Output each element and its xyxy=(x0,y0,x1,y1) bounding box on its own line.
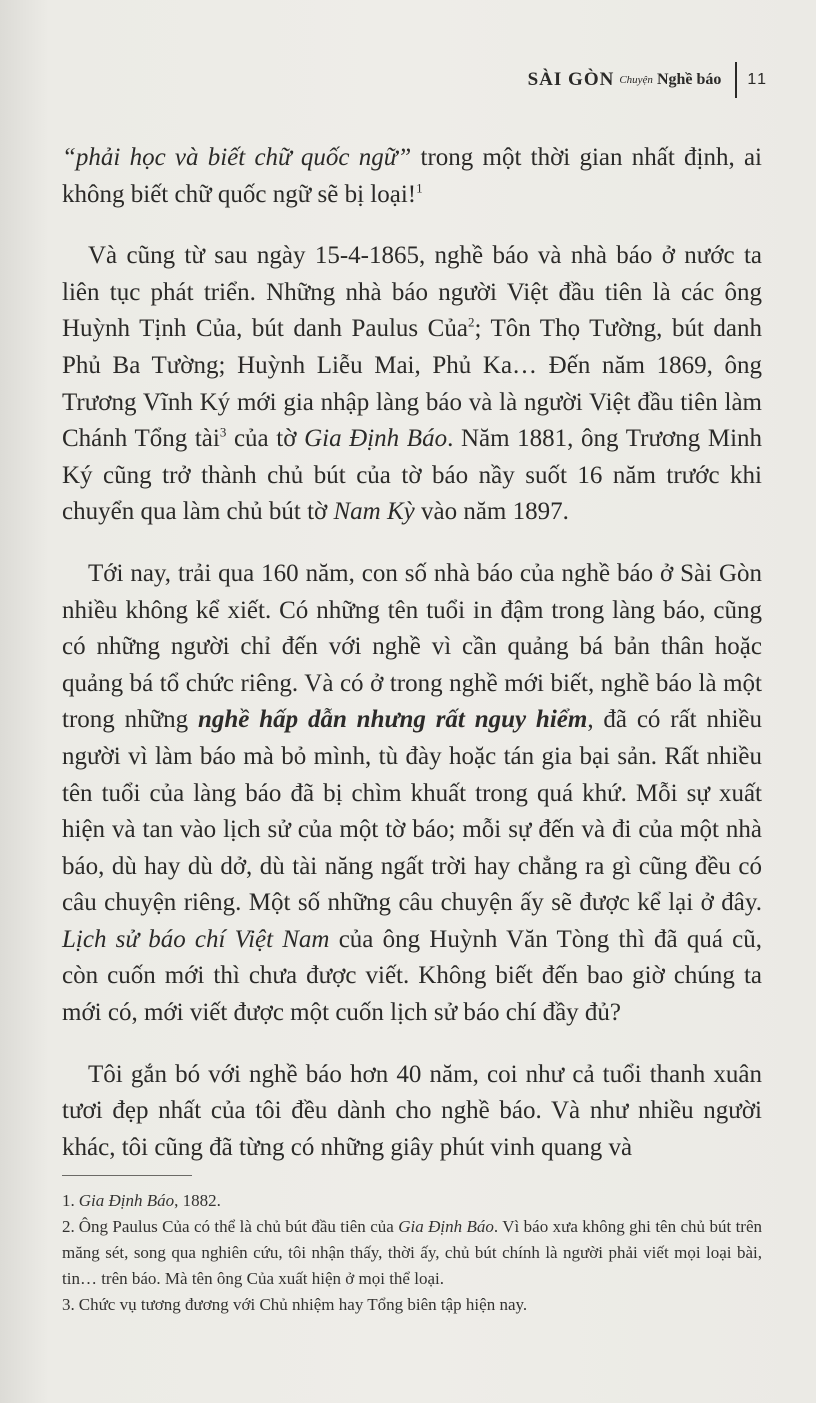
footnote-2 xyxy=(62,1214,762,1292)
running-head-divider xyxy=(735,62,737,98)
paragraph-4 xyxy=(62,1057,762,1167)
paragraph-3-emphasis: nghề hấp dẫn nhưng rất nguy hiểm xyxy=(197,706,588,734)
paragraph-3-text-c: của ông Huỳnh Văn Tòng thì đã quá cũ, còn cuốn mới thì chưa được viết. Không biết đến bao giờ chúng ta mới có, mới viết được một cuốn lịch sử báo chí đầy đủ? xyxy=(62,925,763,1027)
footnote-divider xyxy=(62,1175,192,1176)
footnote-ref-3: 3 xyxy=(219,424,227,440)
footnote-1 xyxy=(62,1188,762,1214)
footnote-1-text: , 1882. xyxy=(174,1191,221,1210)
paragraph-3-text-a: Tới nay, trải qua 160 năm, con số nhà báo của nghề báo ở Sài Gòn nhiều không kể xiết. Có những tên tuổi in đậm trong làng báo, cũng có những người chỉ đến với nghề vì cần quảng bá bản thân hoặc quảng bá tổ chức riêng. Và có ở trong nghề mới biết, nghề báo là một trong những xyxy=(62,559,762,734)
paragraph-2-text-b: ; Tôn Thọ Tường, bút danh Phủ Ba Tường; Huỳnh Liễu Mai, Phủ Ka… Đến năm 1869, ông Trương Vĩnh Ký mới gia nhập làng báo và là người Việt đầu tiên làm Chánh Tổng tài xyxy=(62,315,763,453)
paragraph-2-text-a: Và cũng từ sau ngày 15-4-1865, nghề báo và nhà báo ở nước ta liên tục phát triển. Những nhà báo người Việt đầu tiên là các ông Huỳnh Tịnh Của, bút danh Paulus Của xyxy=(62,242,762,343)
running-head-book-title: SÀI GÒN xyxy=(527,69,615,90)
running-head-topic: Nghề báo xyxy=(656,71,722,88)
running-head-subtitle: Chuyện xyxy=(619,74,653,86)
footnote-1-number: 1. xyxy=(62,1191,75,1210)
page-number: 11 xyxy=(747,71,768,88)
paragraph-2-title-gia-dinh-bao: Gia Định Báo xyxy=(304,425,448,453)
footnote-ref-1: 1 xyxy=(416,180,423,196)
running-head xyxy=(528,62,768,98)
paragraph-4-text: Tôi gắn bó với nghề báo hơn 40 năm, coi như cả tuổi thanh xuân tươi đẹp nhất của tôi đều dành cho nghề báo. Và như nhiều người khác, tôi cũng đã từng có những giây phút vinh quang và xyxy=(62,1060,762,1161)
footnote-2-text-a: Ông Paulus Của có thể là chủ bút đầu tiên của xyxy=(78,1217,399,1236)
paragraph-3-text-b: , đã có rất nhiều người vì làm báo mà bỏ mình, tù đày hoặc tán gia bại sản. Rất nhiều tên tuổi của làng báo đã bị chìm khuất trong quá khứ. Mỗi sự xuất hiện và tan vào lịch sử của một tờ báo; mỗi sự đến và đi của một nhà báo, dù hay dù dở, dù tài năng ngất trời hay chẳng ra gì cũng đều có câu chuyện riêng. Một số những câu chuyện ấy sẽ được kể lại ở đây. xyxy=(62,706,762,917)
body-text xyxy=(62,140,762,1191)
footnote-3-number: 3. xyxy=(62,1295,75,1314)
paragraph-2 xyxy=(62,238,762,531)
footnote-2-title: Gia Định Báo xyxy=(398,1217,494,1236)
footnote-2-number: 2. xyxy=(62,1217,75,1236)
paragraph-1-text: trong một thời gian nhất định, ai không biết chữ quốc ngữ sẽ bị loại! xyxy=(62,144,762,208)
footnote-1-title: Gia Định Báo xyxy=(78,1191,175,1210)
footnotes xyxy=(62,1188,762,1318)
paragraph-2-text-c: của tờ xyxy=(226,425,305,453)
paragraph-2-text-d: . Năm 1881, ông Trương Minh Ký cũng trở thành chủ bút của tờ báo nầy suốt 16 năm trước khi chuyển qua làm chủ bút tờ xyxy=(62,425,763,526)
footnote-3-text: Chức vụ tương đương với Chủ nhiệm hay Tổng biên tập hiện nay. xyxy=(78,1295,528,1314)
paragraph-2-title-nam-ky: Nam Kỳ xyxy=(333,498,415,526)
paragraph-1-quote: “phải học và biết chữ quốc ngữ” xyxy=(62,144,412,171)
footnote-3 xyxy=(62,1292,762,1318)
paragraph-3 xyxy=(62,556,762,1032)
paragraph-2-text-e: vào năm 1897. xyxy=(414,498,569,526)
footnote-ref-2: 2 xyxy=(467,315,475,331)
paragraph-1 xyxy=(62,140,762,213)
footnote-2-text-b: . Vì báo xưa không ghi tên chủ bút trên măng sét, song qua nghiên cứu, tôi nhận thấy, thời ấy, chủ bút chính là người phải viết mọi loại bài, tin… trên báo. Mà tên ông Của xuất hiện ở mọi thể loại. xyxy=(62,1217,762,1288)
paragraph-3-book-title: Lịch sử báo chí Việt Nam xyxy=(62,925,330,953)
